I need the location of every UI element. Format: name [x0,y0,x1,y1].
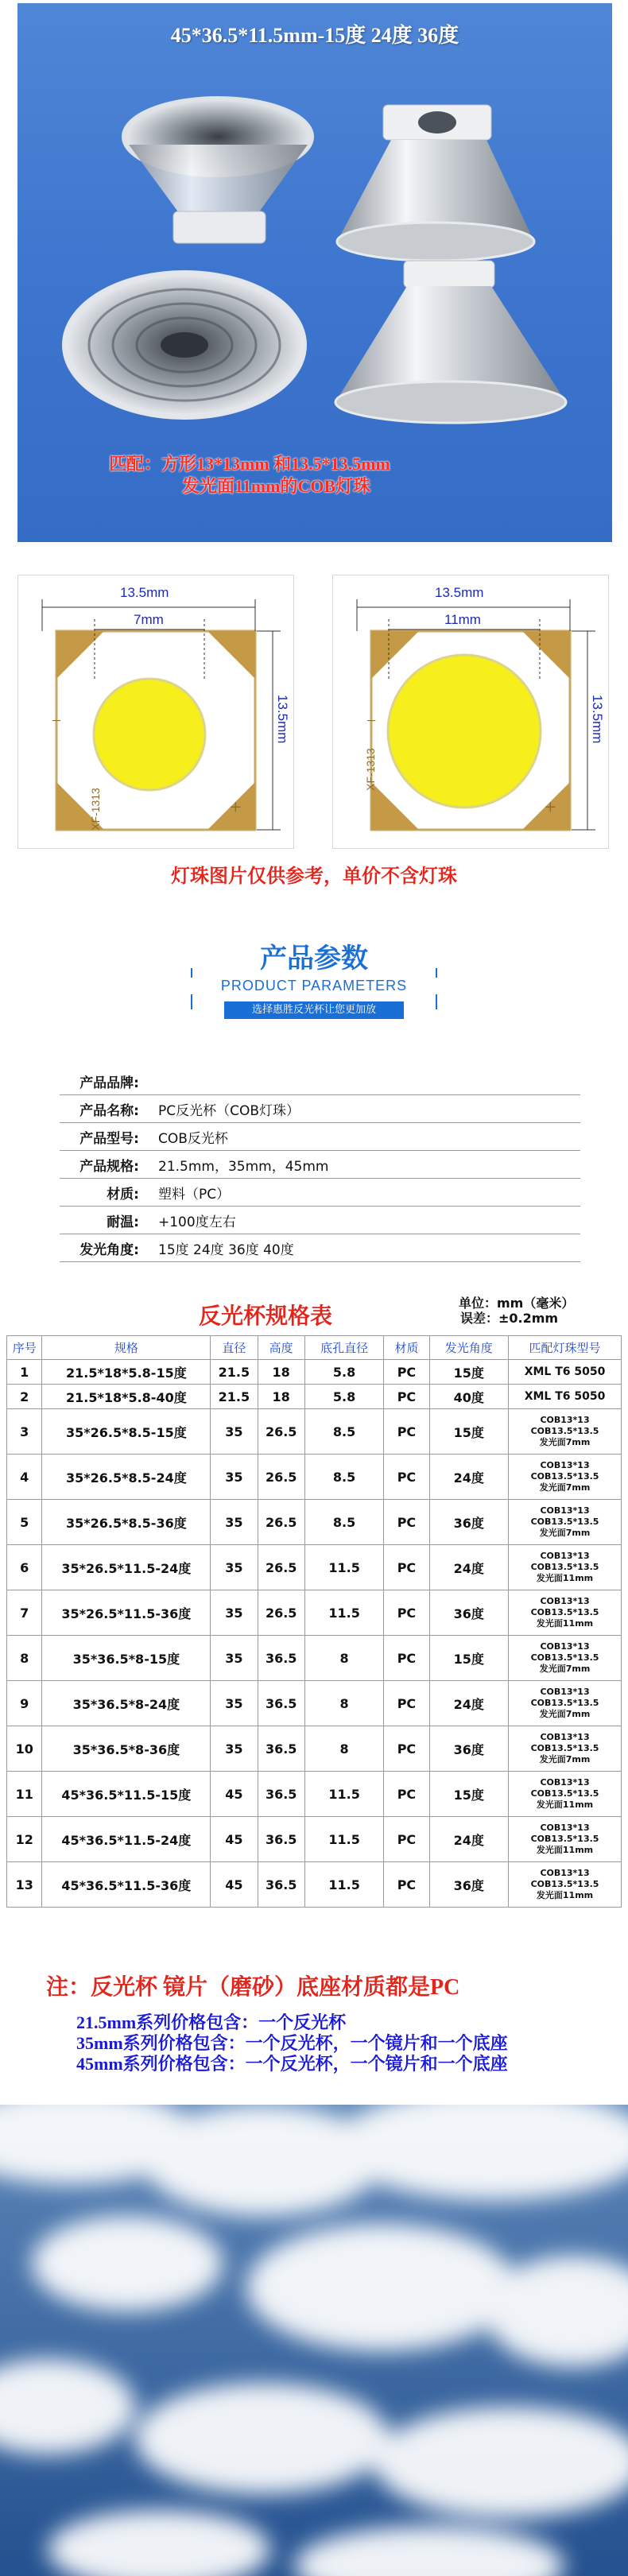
cell-h: 36.5 [258,1817,304,1862]
spec-table [6,1335,622,1908]
unit-info [459,1296,574,1326]
led-line: COB13.5*13.5 [530,1426,599,1436]
spec-list [60,1067,580,1262]
cell-led [509,1817,622,1862]
table-row [7,1681,622,1726]
cell-dia: 35 [211,1636,258,1681]
cell-led [509,1500,622,1545]
sky-clouds-image [0,2105,628,2576]
led-line: COB13.5*13.5 [530,1517,599,1527]
cell-no: 9 [7,1681,42,1726]
led-line: 发光面7mm [539,1437,591,1447]
cell-spec: 35*26.5*8.5-15度 [42,1409,211,1455]
cell-dia: 45 [211,1862,258,1908]
cell-angle: 36度 [429,1590,509,1636]
cell-h: 36.5 [258,1862,304,1908]
inner-label: 7mm [134,612,164,627]
product-parameters-header [191,936,437,1024]
led-line: COB13*13 [540,1868,590,1878]
cell-angle: 24度 [429,1681,509,1726]
cell-dia: 45 [211,1817,258,1862]
led-line: COB13*13 [540,1687,590,1697]
params-title-cn: 产品参数 [260,943,368,974]
cell-dia: 35 [211,1726,258,1772]
width-label: 13.5mm [120,585,169,600]
led-line: COB13*13 [540,1460,590,1470]
cell-led [509,1409,622,1455]
cell-spec: 35*26.5*8.5-36度 [42,1500,211,1545]
spec-row-brand [60,1067,580,1095]
table-row [7,1862,622,1908]
led-line: 发光面11mm [536,1845,594,1855]
cell-dia: 35 [211,1545,258,1590]
cell-led [509,1590,622,1636]
cell-h: 36.5 [258,1772,304,1817]
hero-match-text [109,453,390,498]
inner-label: 11mm [444,612,481,627]
chip-marking: XF-1313 [363,748,377,791]
spec-value: PC反光杯（COB灯珠） [158,1102,300,1119]
cell-no: 8 [7,1636,42,1681]
led-line: COB13*13 [540,1641,590,1652]
unit-line: 单位：mm（毫米） [459,1296,575,1311]
spec-value: +100度左右 [158,1214,236,1230]
cell-mat: PC [384,1772,429,1817]
disclaimer-text: 灯珠图片仅供参考，单价不含灯珠 [171,866,457,887]
cell-angle: 24度 [429,1817,509,1862]
led-line: 发光面11mm [536,1799,594,1810]
table-header-row [7,1336,622,1360]
table-row [7,1409,622,1455]
cell-no: 11 [7,1772,42,1817]
led-line: COB13*13 [540,1732,590,1742]
cell-mat: PC [384,1455,429,1500]
cell-hole: 8.5 [304,1455,384,1500]
cell-hole: 8 [304,1726,384,1772]
width-label: 13.5mm [435,585,484,600]
led-line: 发光面7mm [539,1482,591,1493]
cell-no: 7 [7,1590,42,1636]
cell-h: 36.5 [258,1636,304,1681]
note-line: 35mm系列价格包含：一个反光杯，一个镜片和一个底座 [76,2033,508,2053]
cup-top-right [337,105,534,261]
led-line: COB13*13 [540,1505,590,1516]
spec-value: COB反光杯 [158,1130,228,1147]
cell-led [509,1726,622,1772]
cell-no: 10 [7,1726,42,1772]
cell-mat: PC [384,1862,429,1908]
table-row [7,1772,622,1817]
cell-no: 5 [7,1500,42,1545]
cell-spec: 45*36.5*11.5-24度 [42,1817,211,1862]
sky-graphic [0,2105,628,2576]
spec-key: 材质: [107,1186,139,1203]
cell-led [509,1862,622,1908]
table-row [7,1455,622,1500]
cell-spec: 35*36.5*8-24度 [42,1681,211,1726]
led-line: 发光面7mm [539,1528,591,1538]
cell-dia: 35 [211,1681,258,1726]
cell-no: 2 [7,1385,42,1409]
cell-dia: 45 [211,1772,258,1817]
cell-hole: 8.5 [304,1500,384,1545]
cell-h: 26.5 [258,1590,304,1636]
table-row [7,1500,622,1545]
led-line: 发光面7mm [539,1754,591,1764]
cell-angle: 36度 [429,1500,509,1545]
cell-spec: 35*36.5*8-36度 [42,1726,211,1772]
cell-spec: 45*36.5*11.5-15度 [42,1772,211,1817]
col-header: 高度 [258,1336,304,1360]
col-header: 规格 [42,1336,211,1360]
spec-key: 产品名称: [79,1102,139,1119]
cell-h: 26.5 [258,1545,304,1590]
cell-h: 18 [258,1360,304,1385]
cell-spec: 21.5*18*5.8-15度 [42,1360,211,1385]
led-line: XML T6 5050 [524,1390,606,1403]
cell-dia: 35 [211,1590,258,1636]
cell-mat: PC [384,1726,429,1772]
note-line: 45mm系列价格包含：一个反光杯，一个镜片和一个底座 [76,2054,508,2074]
cell-angle: 15度 [429,1409,509,1455]
cell-dia: 35 [211,1409,258,1455]
cell-no: 13 [7,1862,42,1908]
spec-key: 发光角度: [79,1242,139,1258]
cell-led [509,1360,622,1385]
led-line: COB13.5*13.5 [530,1834,599,1844]
led-line: COB13.5*13.5 [530,1743,599,1753]
hero-match-line1: 匹配：方形13*13mm 和13.5*13.5mm [109,454,390,474]
led-line: COB13*13 [540,1551,590,1561]
cell-no: 6 [7,1545,42,1590]
cell-hole: 11.5 [304,1862,384,1908]
col-header: 材质 [384,1336,429,1360]
spec-key: 耐温: [107,1214,139,1230]
cell-mat: PC [384,1590,429,1636]
cell-h: 26.5 [258,1455,304,1500]
params-title-en: PRODUCT PARAMETERS [191,978,437,994]
led-line: COB13.5*13.5 [530,1562,599,1572]
cell-h: 36.5 [258,1726,304,1772]
cell-dia: 35 [211,1455,258,1500]
cell-no: 12 [7,1817,42,1862]
led-line: 发光面11mm [536,1618,594,1629]
led-line: COB13*13 [540,1823,590,1833]
cell-angle: 36度 [429,1726,509,1772]
table-row [7,1385,622,1409]
cell-hole: 11.5 [304,1817,384,1862]
tolerance-line: 误差：±0.2mm [460,1311,559,1326]
spec-row-size [60,1151,580,1179]
height-label: 13.5mm [590,695,605,744]
svg-text:+: + [545,796,556,819]
cell-spec: 35*26.5*11.5-36度 [42,1590,211,1636]
cob-chip-photo-7mm [17,575,294,849]
cell-angle: 24度 [429,1545,509,1590]
cup-bottom-left [65,273,304,416]
cell-led [509,1385,622,1409]
cell-angle: 24度 [429,1455,509,1500]
spec-key: 产品品牌: [79,1075,139,1091]
col-header: 序号 [7,1336,42,1360]
cell-no: 4 [7,1455,42,1500]
led-line: COB13.5*13.5 [530,1788,599,1799]
cell-angle: 40度 [429,1385,509,1409]
spec-value: 21.5mm，35mm，45mm [158,1158,329,1175]
led-line: COB13.5*13.5 [530,1471,599,1482]
cell-mat: PC [384,1500,429,1545]
product-hero-image [17,3,612,542]
cell-h: 36.5 [258,1681,304,1726]
col-header: 直径 [211,1336,258,1360]
spec-row-material [60,1179,580,1207]
cell-h: 26.5 [258,1409,304,1455]
cell-hole: 8 [304,1636,384,1681]
cob-chip-photo-11mm [332,575,609,849]
spec-row-angle [60,1234,580,1262]
height-label: 13.5mm [275,695,290,744]
led-line: COB13*13 [540,1596,590,1606]
cell-hole: 5.8 [304,1385,384,1409]
cell-mat: PC [384,1681,429,1726]
cell-hole: 11.5 [304,1545,384,1590]
led-line: 发光面11mm [536,1573,594,1583]
cell-hole: 8.5 [304,1409,384,1455]
col-header: 底孔直径 [304,1336,384,1360]
spec-value: 塑料（PC） [158,1186,231,1203]
cell-spec: 35*36.5*8-15度 [42,1636,211,1681]
cell-mat: PC [384,1385,429,1409]
cell-angle: 15度 [429,1360,509,1385]
table-row [7,1545,622,1590]
cell-hole: 8 [304,1681,384,1726]
svg-text:−: − [52,711,62,730]
note-line: 21.5mm系列价格包含：一个反光杯 [76,2012,347,2032]
cell-spec: 35*26.5*11.5-24度 [42,1545,211,1590]
svg-text:−: − [366,711,377,730]
spec-key: 产品型号: [79,1130,139,1147]
spec-row-model [60,1123,580,1151]
table-title: 反光杯规格表 [199,1303,333,1329]
hero-title: 45*36.5*11.5mm-15度 24度 36度 [170,24,459,47]
cell-led [509,1636,622,1681]
cell-no: 1 [7,1360,42,1385]
note-heading: 注：反光杯 镜片（磨砂）底座材质都是PC [46,1975,460,2000]
cell-h: 26.5 [258,1500,304,1545]
cup-bottom-right [335,261,566,423]
cell-mat: PC [384,1409,429,1455]
table-row [7,1726,622,1772]
led-line: 发光面7mm [539,1709,591,1719]
cell-no: 3 [7,1409,42,1455]
spec-key: 产品规格: [79,1158,139,1175]
cell-led [509,1455,622,1500]
table-row [7,1817,622,1862]
cell-led [509,1545,622,1590]
led-line: COB13.5*13.5 [530,1652,599,1663]
cell-mat: PC [384,1360,429,1385]
table-row [7,1360,622,1385]
cell-mat: PC [384,1817,429,1862]
cell-spec: 21.5*18*5.8-40度 [42,1385,211,1409]
cell-led [509,1681,622,1726]
cell-led [509,1772,622,1817]
table-row [7,1590,622,1636]
led-line: XML T6 5050 [524,1365,606,1378]
cell-dia: 21.5 [211,1360,258,1385]
cell-mat: PC [384,1636,429,1681]
cell-hole: 11.5 [304,1772,384,1817]
table-body [7,1360,622,1908]
hero-match-line2: 发光面11mm的COB灯珠 [182,476,371,496]
led-line: COB13.5*13.5 [530,1607,599,1617]
led-line: COB13.5*13.5 [530,1698,599,1708]
cell-angle: 15度 [429,1772,509,1817]
cell-mat: PC [384,1545,429,1590]
cell-dia: 21.5 [211,1385,258,1409]
spec-value: 15度 24度 36度 40度 [158,1242,294,1258]
note-lines [76,2012,508,2074]
cell-h: 18 [258,1385,304,1409]
cell-spec: 45*36.5*11.5-36度 [42,1862,211,1908]
led-line: COB13*13 [540,1415,590,1425]
spec-row-temperature [60,1207,580,1234]
cell-hole: 11.5 [304,1590,384,1636]
col-header: 发光角度 [429,1336,509,1360]
cell-angle: 36度 [429,1862,509,1908]
led-line: 发光面11mm [536,1890,594,1900]
cell-hole: 5.8 [304,1360,384,1385]
svg-text:+: + [230,796,242,819]
led-line: COB13*13 [540,1777,590,1788]
led-line: 发光面7mm [539,1664,591,1674]
chip-marking: XF-1313 [88,788,102,831]
cup-top-left [124,99,312,243]
spec-row-name [60,1095,580,1123]
col-header: 匹配灯珠型号 [509,1336,622,1360]
cell-dia: 35 [211,1500,258,1545]
cell-angle: 15度 [429,1636,509,1681]
table-row [7,1636,622,1681]
params-tagline-bar: 选择惠胜反光杯让您更加放 [224,1001,404,1019]
led-line: COB13.5*13.5 [530,1879,599,1889]
cell-spec: 35*26.5*8.5-24度 [42,1455,211,1500]
